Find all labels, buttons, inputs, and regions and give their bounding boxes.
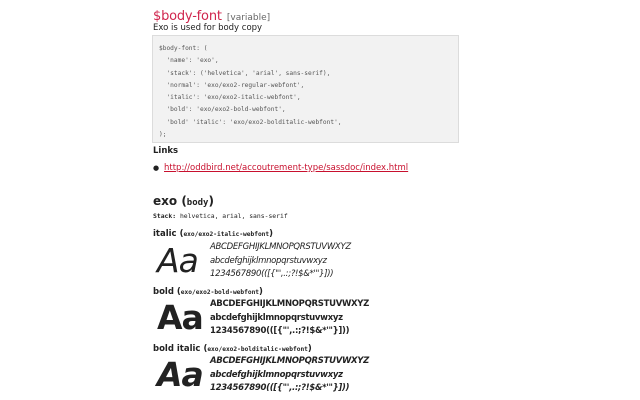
variable-title: $body-font	[153, 9, 222, 24]
glyphs-lower: abcdefghijklmnopqrstuvwxyz	[210, 369, 343, 380]
variant-label: italic	[153, 229, 177, 239]
glyphs-digits: 1234567890(([{"',.:;?!$&*'"}]))	[210, 269, 334, 279]
sassdoc-link[interactable]: http://oddbird.net/accoutrement-type/sassdoc/index.html	[164, 163, 409, 173]
variant-sample-bold-italic: Aa	[157, 355, 203, 394]
glyphs-digits: 1234567890(([{"',.:;?!$&*'"}]))	[210, 383, 350, 393]
variant-glyphs-italic	[210, 241, 351, 282]
variable-tag: [variable]	[226, 13, 271, 23]
stack-label: Stack:	[153, 212, 177, 220]
paren-open: (	[181, 194, 187, 208]
glyphs-lower: abcdefghijklmnopqrstuvwxyz	[210, 312, 343, 323]
variant-label: bold	[153, 287, 174, 297]
stack-value: helvetica, arial, sans-serif	[179, 212, 288, 220]
glyphs-upper: ABCDEFGHIJKLMNOPQRSTUVWXYZ	[210, 242, 351, 252]
variant-file: exo/exo2-bolditalic-webfont	[207, 346, 308, 353]
code-line: 'normal': 'exo/exo2-regular-webfont',	[159, 81, 305, 89]
glyphs-digits: 1234567890(([{"',.:;?!$&*'"}]))	[210, 326, 350, 336]
list-item	[153, 163, 408, 173]
variant-sample-bold: Aa	[157, 298, 203, 337]
links-heading: Links	[153, 146, 179, 156]
code-line: 'stack': ('helvetica', 'arial', sans-serif),	[159, 69, 331, 77]
variant-glyphs-bold	[210, 298, 369, 339]
variant-sample-italic: Aa	[157, 241, 198, 280]
variable-heading	[153, 5, 270, 24]
font-name: exo	[153, 194, 178, 208]
variant-label: bold italic	[153, 344, 201, 354]
variant-file: exo/exo2-bold-webfont	[180, 289, 260, 296]
variant-glyphs-bold-italic	[210, 355, 369, 396]
glyphs-upper: ABCDEFGHIJKLMNOPQRSTUVWXYZ	[210, 356, 370, 366]
bullet-icon: ●	[153, 164, 160, 172]
variant-heading-bold-italic: bold italic (exo/exo2-bolditalic-webfont)	[153, 344, 312, 354]
code-line: 'bold' 'italic': 'exo/exo2-bolditalic-webfont',	[159, 118, 342, 126]
code-line: 'italic': 'exo/exo2-italic-webfont',	[159, 94, 301, 102]
variable-description: Exo is used for body copy	[153, 23, 263, 33]
code-line: $body-font: (	[159, 45, 208, 52]
font-heading	[153, 194, 214, 208]
code-line: );	[159, 131, 167, 139]
links-list	[153, 163, 408, 173]
glyphs-upper: ABCDEFGHIJKLMNOPQRSTUVWXYZ	[210, 299, 370, 309]
code-line: 'name': 'exo',	[159, 57, 219, 65]
glyphs-lower: abcdefghijklmnopqrstuvwxyz	[210, 255, 327, 266]
variant-heading-italic: italic (exo/exo2-italic-webfont)	[153, 229, 274, 239]
font-key: body	[186, 198, 209, 208]
code-block	[152, 35, 459, 143]
font-stack	[153, 212, 288, 220]
code-line: 'bold': 'exo/exo2-bold-webfont',	[159, 106, 286, 114]
variant-heading-bold: bold (exo/exo2-bold-webfont)	[153, 287, 263, 297]
variant-file: exo/exo2-italic-webfont	[183, 231, 270, 238]
paren-close: )	[208, 194, 214, 208]
